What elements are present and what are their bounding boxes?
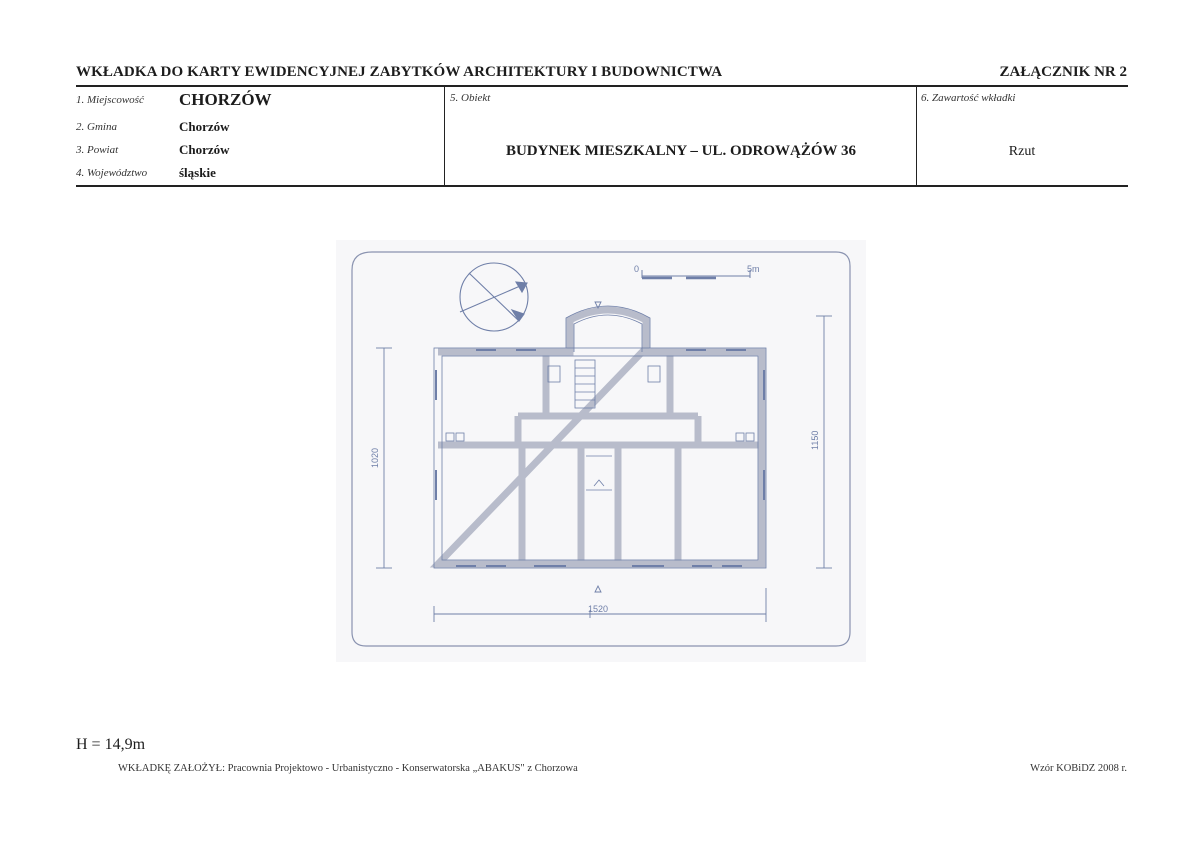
created-by-note: WKŁADKĘ ZAŁOŻYŁ: Pracownia Projektowo - Urbanistyczno - Konserwatorska „ABAKUS" z Chorzowa — [118, 763, 578, 774]
dimension-depth-right-label: 1150 — [810, 430, 820, 450]
object-label: 5. Obiekt — [450, 92, 491, 104]
dimension-depth-left-label: 1020 — [370, 447, 380, 468]
scale-bar — [642, 270, 750, 278]
header-top-rule — [76, 85, 1128, 87]
commune-label: 2. Gmina — [76, 121, 117, 133]
north-arrow — [460, 263, 528, 331]
building-height: H = 14,9m — [76, 736, 146, 753]
scale-start-label: 0 — [634, 264, 640, 274]
floor-plan-drawing — [336, 240, 866, 662]
window-marks — [436, 350, 764, 566]
attachment-number: ZAŁĄCZNIK NR 2 — [999, 64, 1127, 80]
district-value: Chorzów — [179, 142, 230, 157]
locality-value: CHORZÓW — [179, 90, 272, 109]
header-bottom-rule — [76, 185, 1128, 187]
content-label: 6. Zawartość wkładki — [921, 92, 1016, 104]
column-divider-2 — [916, 86, 917, 186]
template-version: Wzór KOBiDZ 2008 r. — [1030, 763, 1127, 774]
floor-plan — [336, 240, 866, 662]
locality-label: 1. Miejscowość — [76, 94, 144, 106]
voivodeship-value: śląskie — [179, 165, 216, 180]
object-name: BUDYNEK MIESZKALNY – UL. ODROWĄŻÓW 36 — [505, 143, 857, 159]
document-title: WKŁADKA DO KARTY EWIDENCYJNEJ ZABYTKÓW ARCHITEKTURY I BUDOWNICTWA — [76, 64, 723, 80]
building-outline — [434, 306, 766, 568]
district-label: 3. Powiat — [76, 144, 119, 156]
commune-value: Chorzów — [179, 119, 230, 134]
column-divider-1 — [444, 86, 445, 186]
voivodeship-label: 4. Województwo — [76, 167, 148, 179]
content-value: Rzut — [1008, 144, 1036, 159]
dimension-width-label: 1520 — [588, 604, 609, 614]
scale-end-label: 5m — [747, 264, 760, 274]
